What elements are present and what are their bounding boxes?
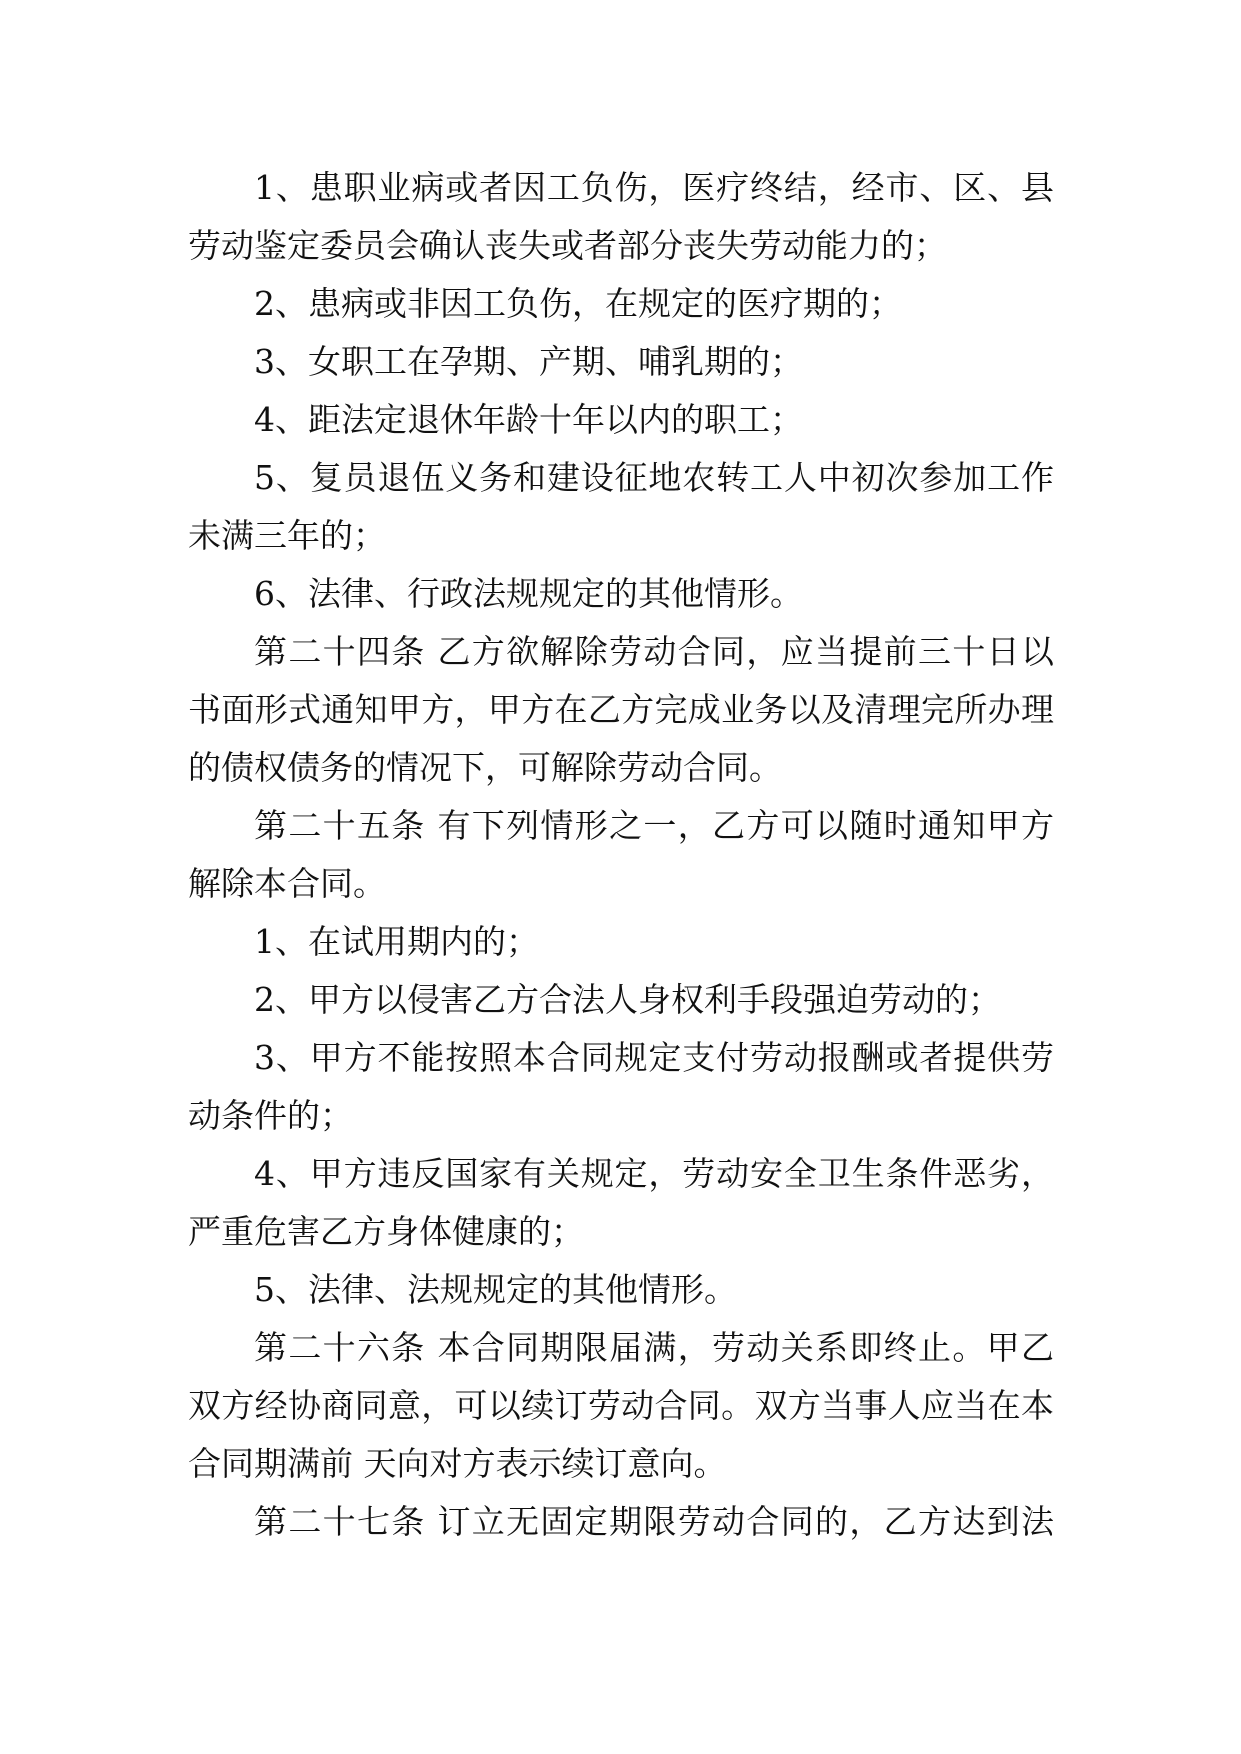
text-line: 第二十五条 有下列情形之一，乙方可以随时通知甲方 bbox=[254, 806, 1054, 845]
text-line: 的债权债务的情况下，可解除劳动合同。 bbox=[188, 748, 782, 787]
paragraph-article-25-item-5 bbox=[188, 1261, 1054, 1319]
text-line: 1、在试用期内的； bbox=[254, 922, 539, 961]
paragraph-clause-4-retirement bbox=[188, 391, 1054, 449]
text-line: 动条件的； bbox=[188, 1096, 353, 1135]
text-line: 严重危害乙方身体健康的； bbox=[188, 1212, 584, 1251]
text-line: 第二十四条 乙方欲解除劳动合同，应当提前三十日以 bbox=[254, 632, 1054, 671]
paragraph-article-25 bbox=[188, 797, 1054, 913]
paragraph-clause-5-veterans bbox=[188, 449, 1054, 565]
text-line: 合同期满前 天向对方表示续订意向。 bbox=[188, 1444, 727, 1483]
text-line: 3、甲方不能按照本合同规定支付劳动报酬或者提供劳 bbox=[254, 1038, 1054, 1077]
text-line: 4、甲方违反国家有关规定，劳动安全卫生条件恶劣， bbox=[254, 1154, 1054, 1193]
text-line: 4、距法定退休年龄十年以内的职工； bbox=[254, 400, 803, 439]
paragraph-article-25-item-3 bbox=[188, 1029, 1054, 1145]
paragraph-article-26 bbox=[188, 1319, 1054, 1493]
paragraph-article-25-item-4 bbox=[188, 1145, 1054, 1261]
text-line: 5、法律、法规规定的其他情形。 bbox=[254, 1270, 737, 1309]
paragraph-article-25-item-1 bbox=[188, 913, 1054, 971]
text-line: 解除本合同。 bbox=[188, 864, 386, 903]
paragraph-clause-3-female-staff bbox=[188, 333, 1054, 391]
text-line: 书面形式通知甲方，甲方在乙方完成业务以及清理完所办理 bbox=[188, 690, 1054, 729]
document-body bbox=[188, 159, 1054, 1551]
text-line: 双方经协商同意，可以续订劳动合同。双方当事人应当在本 bbox=[188, 1386, 1054, 1425]
text-line: 第二十六条 本合同期限届满，劳动关系即终止。甲乙 bbox=[254, 1328, 1054, 1367]
paragraph-article-24 bbox=[188, 623, 1054, 797]
text-line: 1、患职业病或者因工负伤，医疗终结，经市、区、县 bbox=[254, 168, 1054, 207]
paragraph-article-27 bbox=[188, 1493, 1054, 1551]
paragraph-clause-6-other bbox=[188, 565, 1054, 623]
text-line: 3、女职工在孕期、产期、哺乳期的； bbox=[254, 342, 803, 381]
paragraph-clause-2-illness bbox=[188, 275, 1054, 333]
paragraph-clause-1-occupational-disease bbox=[188, 159, 1054, 275]
text-line: 6、法律、行政法规规定的其他情形。 bbox=[254, 574, 803, 613]
paragraph-article-25-item-2 bbox=[188, 971, 1054, 1029]
text-line: 2、患病或非因工负伤，在规定的医疗期的； bbox=[254, 284, 902, 323]
text-line: 未满三年的； bbox=[188, 516, 386, 555]
text-line: 第二十七条 订立无固定期限劳动合同的，乙方达到法 bbox=[254, 1502, 1054, 1541]
text-line: 5、复员退伍义务和建设征地农转工人中初次参加工作 bbox=[254, 458, 1054, 497]
text-line: 劳动鉴定委员会确认丧失或者部分丧失劳动能力的； bbox=[188, 226, 947, 265]
text-line: 2、甲方以侵害乙方合法人身权利手段强迫劳动的； bbox=[254, 980, 1001, 1019]
